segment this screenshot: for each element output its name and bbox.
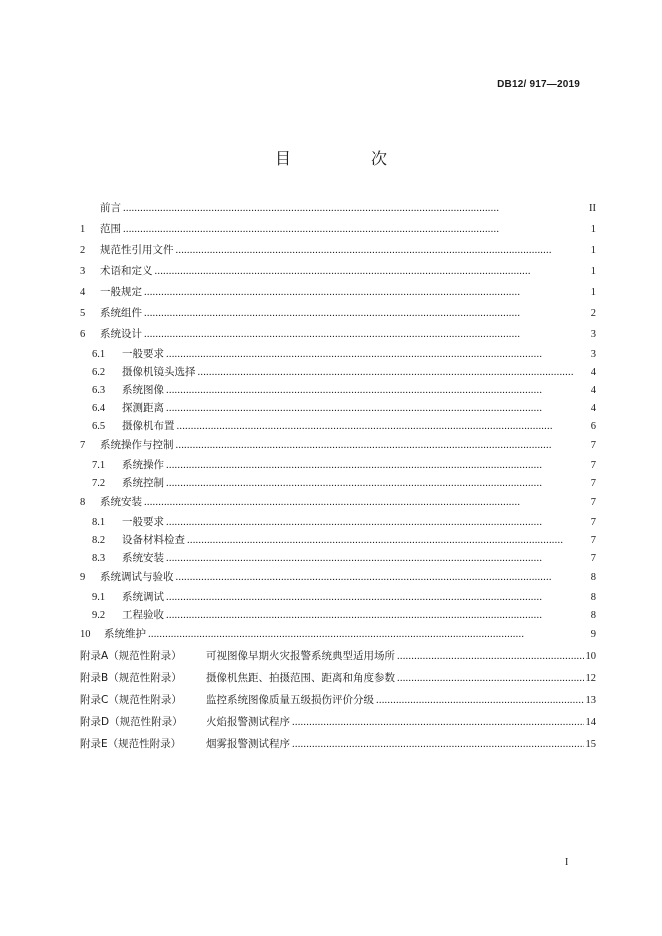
toc-entry-title: 规范性引用文件 xyxy=(100,244,174,256)
toc-entry-page: 7 xyxy=(590,478,596,489)
toc-entry-number: 9.1 xyxy=(92,592,106,603)
toc-entry-page: 14 xyxy=(585,717,596,728)
toc-entry-page: 4 xyxy=(590,367,596,378)
toc-entry-title: 工程验收 xyxy=(122,609,164,621)
toc-entry-title: 探测距离 xyxy=(122,402,164,414)
toc-entry-title: 一般要求 xyxy=(122,516,164,528)
toc-entry[interactable] xyxy=(80,435,596,456)
toc-entry[interactable] xyxy=(80,381,596,399)
toc-entry-number: 10 xyxy=(80,629,91,640)
toc-appendix-label: 附录A（规范性附录） xyxy=(80,650,182,662)
toc-entry-title: 摄像机焦距、拍摄范围、距离和角度参数 xyxy=(206,672,395,684)
toc-entry-title: 系统安装 xyxy=(100,496,142,508)
toc-dot-leader xyxy=(176,240,585,261)
toc-entry-page: 1 xyxy=(590,245,596,256)
toc-entry[interactable] xyxy=(80,492,596,513)
toc-dot-leader xyxy=(166,475,584,493)
toc-appendix-label: 附录E（规范性附录） xyxy=(80,738,182,750)
toc-entry-title: 系统调试与验收 xyxy=(100,571,174,583)
toc-entry-number: 2 xyxy=(80,245,86,256)
toc-entry-number: 9 xyxy=(80,572,86,583)
toc-entry[interactable] xyxy=(80,474,596,492)
toc-entry[interactable] xyxy=(80,624,596,645)
toc-entry-number: 4 xyxy=(80,287,86,298)
toc-dot-leader xyxy=(144,492,584,513)
toc-dot-leader xyxy=(123,219,584,240)
page-title: 目 次 xyxy=(274,149,419,168)
toc-dot-leader xyxy=(166,589,584,607)
toc-dot-leader xyxy=(198,364,585,382)
toc-entry-title: 系统图像 xyxy=(122,384,164,396)
toc-entry-page: 1 xyxy=(590,224,596,235)
toc-entry-number: 6.3 xyxy=(92,385,106,396)
toc-entry-number: 6.5 xyxy=(92,421,106,432)
toc-dot-leader xyxy=(397,668,584,690)
toc-dot-leader xyxy=(177,418,585,436)
toc-entry-page: 2 xyxy=(590,308,596,319)
toc-entry-title: 监控系统图像质量五级损伤评价分级 xyxy=(206,694,374,706)
toc-dot-leader xyxy=(292,734,584,756)
toc-entry-number: 5 xyxy=(80,308,86,319)
toc-entry-title: 一般要求 xyxy=(122,348,164,360)
toc-entry-title: 系统调试 xyxy=(122,591,164,603)
toc-entry-page: 7 xyxy=(590,535,596,546)
toc-entry-number: 6.2 xyxy=(92,367,106,378)
toc-entry[interactable] xyxy=(80,198,596,219)
toc-dot-leader xyxy=(144,324,584,345)
toc-entry-number: 7 xyxy=(80,440,86,451)
toc-entry-title: 可视图像早期火灾报警系统典型适用场所 xyxy=(206,650,395,662)
toc-entry-page: 1 xyxy=(590,266,596,277)
toc-entry-number: 8.3 xyxy=(92,553,106,564)
toc-entry-number: 7.1 xyxy=(92,460,106,471)
toc-entry-title: 术语和定义 xyxy=(100,265,153,277)
toc-entry-title: 摄像机镜头选择 xyxy=(122,366,196,378)
toc-entry-page: 7 xyxy=(590,553,596,564)
toc-entry[interactable] xyxy=(80,711,596,733)
toc-dot-leader xyxy=(292,712,584,734)
toc-entry[interactable] xyxy=(80,399,596,417)
toc-dot-leader xyxy=(144,282,584,303)
toc-entry-number: 6 xyxy=(80,329,86,340)
table-of-contents xyxy=(80,198,596,755)
toc-dot-leader xyxy=(144,303,584,324)
toc-entry-page: 3 xyxy=(590,349,596,360)
toc-entry[interactable] xyxy=(80,282,596,303)
toc-entry-title: 烟雾报警测试程序 xyxy=(206,738,290,750)
toc-entry-page: II xyxy=(589,203,596,214)
toc-dot-leader xyxy=(123,198,584,219)
toc-dot-leader xyxy=(376,690,584,712)
toc-dot-leader xyxy=(166,514,584,532)
toc-dot-leader xyxy=(166,457,584,475)
toc-entry-page: 8 xyxy=(590,572,596,583)
toc-entry-title: 一般规定 xyxy=(100,286,142,298)
toc-entry-number: 3 xyxy=(80,266,86,277)
toc-entry[interactable] xyxy=(80,324,596,345)
toc-dot-leader xyxy=(176,567,585,588)
toc-entry[interactable] xyxy=(80,456,596,474)
toc-entry-page: 1 xyxy=(590,287,596,298)
toc-entry-page: 4 xyxy=(590,385,596,396)
toc-entry[interactable] xyxy=(80,345,596,363)
toc-entry[interactable] xyxy=(80,689,596,711)
toc-dot-leader xyxy=(166,382,584,400)
toc-entry-page: 4 xyxy=(590,403,596,414)
toc-entry-page: 7 xyxy=(590,440,596,451)
toc-entry-title: 系统操作与控制 xyxy=(100,439,174,451)
toc-entry[interactable] xyxy=(80,240,596,261)
toc-entry-number: 6.4 xyxy=(92,403,106,414)
toc-entry-page: 15 xyxy=(585,739,596,750)
toc-entry[interactable] xyxy=(80,261,596,282)
toc-entry-title: 摄像机布置 xyxy=(122,420,175,432)
toc-entry-number: 8.1 xyxy=(92,517,106,528)
toc-entry[interactable] xyxy=(80,567,596,588)
toc-entry-page: 3 xyxy=(590,329,596,340)
toc-entry-page: 8 xyxy=(590,592,596,603)
toc-dot-leader xyxy=(166,550,584,568)
toc-entry[interactable] xyxy=(80,219,596,240)
toc-entry-title: 范围 xyxy=(100,223,121,235)
toc-entry[interactable] xyxy=(80,531,596,549)
toc-entry-number: 8.2 xyxy=(92,535,106,546)
toc-appendix-label: 附录C（规范性附录） xyxy=(80,694,182,706)
toc-entry-page: 8 xyxy=(590,610,596,621)
toc-dot-leader xyxy=(166,346,584,364)
toc-entry-page: 12 xyxy=(585,673,596,684)
toc-entry-title: 系统设计 xyxy=(100,328,142,340)
toc-dot-leader xyxy=(155,261,585,282)
toc-entry-number: 6.1 xyxy=(92,349,106,360)
toc-entry-title: 系统控制 xyxy=(122,477,164,489)
toc-dot-leader xyxy=(166,400,584,418)
document-code: DB12/ 917—2019 xyxy=(497,79,580,90)
toc-entry-title: 设备材料检查 xyxy=(122,534,185,546)
toc-entry[interactable] xyxy=(80,667,596,689)
toc-entry[interactable] xyxy=(80,363,596,381)
toc-entry-page: 10 xyxy=(585,651,596,662)
toc-appendix-label: 附录D（规范性附录） xyxy=(80,716,183,728)
toc-dot-leader xyxy=(166,607,584,625)
toc-entry-title: 系统维护 xyxy=(104,628,146,640)
toc-entry-title: 系统操作 xyxy=(122,459,164,471)
toc-entry-title: 火焰报警测试程序 xyxy=(206,716,290,728)
toc-dot-leader xyxy=(187,532,584,550)
toc-entry-page: 7 xyxy=(590,460,596,471)
toc-entry-page: 7 xyxy=(590,517,596,528)
toc-entry-number: 7.2 xyxy=(92,478,106,489)
toc-entry[interactable] xyxy=(80,606,596,624)
toc-entry-page: 6 xyxy=(590,421,596,432)
toc-entry[interactable] xyxy=(80,645,596,667)
toc-entry-number: 9.2 xyxy=(92,610,106,621)
page-number: I xyxy=(565,857,569,868)
toc-entry-title: 前言 xyxy=(100,202,121,214)
toc-entry[interactable] xyxy=(80,417,596,435)
toc-dot-leader xyxy=(397,646,584,668)
toc-dot-leader xyxy=(176,435,585,456)
toc-entry-number: 8 xyxy=(80,497,86,508)
toc-entry-title: 系统组件 xyxy=(100,307,142,319)
toc-entry-page: 9 xyxy=(590,629,596,640)
toc-entry[interactable] xyxy=(80,549,596,567)
toc-entry-page: 13 xyxy=(585,695,596,706)
toc-dot-leader xyxy=(148,624,584,645)
toc-entry-number: 1 xyxy=(80,224,86,235)
toc-entry[interactable] xyxy=(80,733,596,755)
toc-entry[interactable] xyxy=(80,303,596,324)
toc-entry[interactable] xyxy=(80,588,596,606)
toc-entry-title: 系统安装 xyxy=(122,552,164,564)
toc-entry-page: 7 xyxy=(590,497,596,508)
toc-appendix-label: 附录B（规范性附录） xyxy=(80,672,182,684)
toc-entry[interactable] xyxy=(80,513,596,531)
